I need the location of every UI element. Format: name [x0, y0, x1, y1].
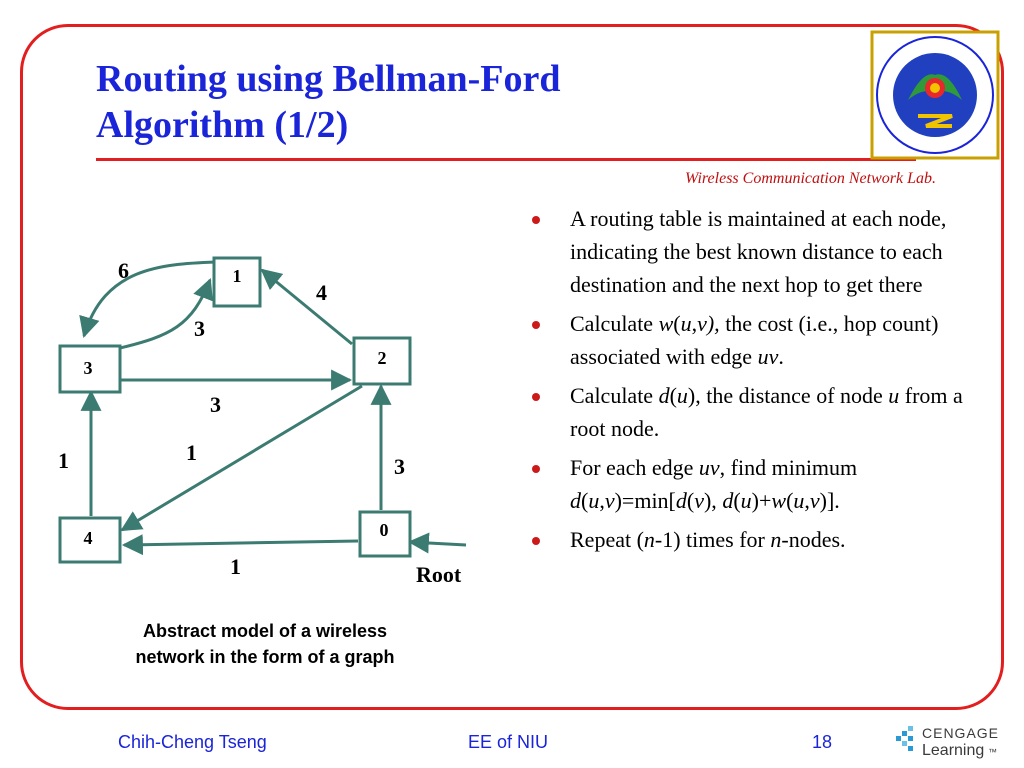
bullet-dot-icon [532, 216, 540, 224]
weight-4-3: 1 [58, 448, 69, 473]
node-1-label: 1 [232, 266, 242, 286]
weight-2-4: 1 [186, 440, 197, 465]
bullet-dot-icon [532, 393, 540, 401]
learning-word: Learning [922, 742, 985, 759]
title-underline [96, 158, 916, 161]
title-line-1: Routing using Bellman-Ford [96, 58, 561, 100]
bullet-item [532, 202, 992, 301]
slide-title [96, 56, 696, 148]
edge-2-4 [122, 386, 362, 530]
bullet-dot-icon [532, 465, 540, 473]
bullet-text: Calculate w(u,v), the cost (i.e., hop count) associated with edge uv. [570, 311, 939, 369]
title-line-2: Algorithm (1/2) [96, 104, 349, 146]
cengage-word: CENGAGE [922, 725, 1000, 741]
weight-3-1-outer: 6 [118, 258, 129, 283]
bullet-item [532, 379, 992, 445]
university-logo [868, 30, 1002, 160]
node-0-label: 0 [379, 520, 389, 540]
node-4-label: 4 [83, 528, 93, 548]
trademark: ™ [988, 747, 997, 757]
bullet-item [532, 307, 992, 373]
network-graph [40, 240, 500, 600]
edge-root-0 [410, 542, 466, 545]
caption-line-2: network in the form of a graph [135, 647, 395, 667]
weight-2-1: 4 [316, 280, 327, 305]
footer-author: Chih-Cheng Tseng [118, 732, 267, 752]
weight-3-2: 3 [210, 392, 221, 417]
cengage-logo [890, 722, 1016, 760]
graph-caption [80, 618, 450, 670]
bullet-item [532, 523, 992, 556]
cengage-mark-icon [896, 726, 913, 751]
node-2-label: 2 [377, 348, 387, 368]
weight-3-1-inner: 3 [194, 316, 205, 341]
edge-2-1 [262, 270, 352, 344]
bullet-text: For each edge uv, find minimum d(u,v)=min[d(v), d(u)+w(u,v)]. [570, 455, 858, 513]
footer-dept: EE of NIU [468, 732, 549, 752]
bullet-list [532, 202, 992, 562]
bullet-item [532, 451, 992, 517]
weight-0-4: 1 [230, 554, 241, 579]
bullet-dot-icon [532, 537, 540, 545]
bullet-text: Calculate d(u), the distance of node u from a root node. [570, 383, 963, 441]
footer-page-number: 18 [812, 732, 833, 752]
lab-name: Wireless Communication Network Lab. [685, 170, 936, 187]
edge-0-4 [124, 541, 358, 545]
weight-0-2: 3 [394, 454, 405, 479]
root-label: Root [416, 562, 462, 587]
bullet-text: Repeat (n-1) times for n-nodes. [570, 527, 846, 552]
caption-line-1: Abstract model of a wireless [142, 621, 388, 641]
bullet-dot-icon [532, 321, 540, 329]
node-3-label: 3 [83, 358, 93, 378]
bullet-text: A routing table is maintained at each node, indicating the best known distance to each destination and the next hop to get there [570, 206, 947, 297]
